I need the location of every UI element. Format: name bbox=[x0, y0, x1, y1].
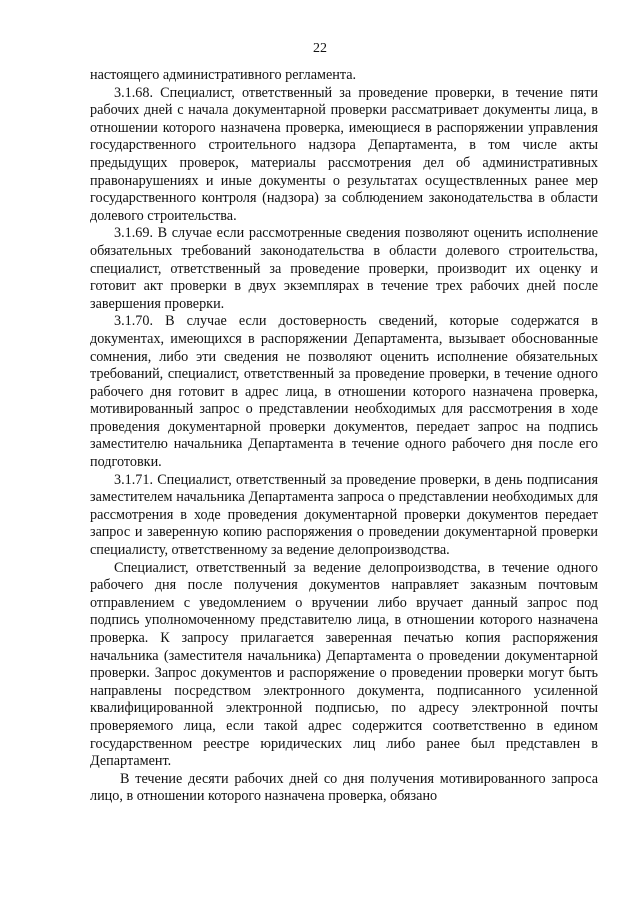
paragraph-records-specialist: Специалист, ответственный за ведение делопроизводства, в течение одного рабочего дня после получения документов направляет заказным почтовым отправлением с уведомлением о вручении либо вручает данный запрос под подпись уполномоченному представителю лица, в отношении которого назначена проверка. К запросу прилагается заверенная печатью копия распоряжения начальника (заместителя начальника) Департамента о проведении документарной проверки. Запрос документов и распоряжение о проведении проверки могут быть направлены посредством электронного документа, подписанного усиленной квалифицированной электронной подписью, по адресу электронной почты проверяемого лица, если такой адрес содержится соответственно в едином государственном реестре юридических лиц либо ранее был представлен в Департамент. bbox=[90, 559, 598, 770]
document-body bbox=[90, 67, 598, 806]
page-number: 22 bbox=[313, 41, 327, 56]
paragraph-3-1-71: 3.1.71. Специалист, ответственный за проведение проверки, в день подписания заместителем начальника Департамента запроса о представлении необходимых для рассмотрения в ходе проведения документарной проверки документов передает запрос и заверенную копию распоряжения о проведении документарной проверки специалисту, ответственному за ведение делопроизводства. bbox=[90, 471, 598, 559]
paragraph-3-1-68: 3.1.68. Специалист, ответственный за проведение проверки, в течение пяти рабочих дней с начала документарной проверки рассматривает документы лица, в отношении которого назначена проверка, имеющиеся в распоряжении управления государственного строительного надзора Департамента, в том числе акты предыдущих проверок, материалы рассмотрения дел об административных правонарушениях и иные документы о результатах осуществленных ранее мер государственного контроля (надзора) за соблюдением законодательства в области долевого строительства. bbox=[90, 84, 598, 224]
paragraph-ten-days: В течение десяти рабочих дней со дня получения мотивированного запроса лицо, в отношении которого назначена проверка, обязано bbox=[90, 770, 598, 805]
paragraph-3-1-70: 3.1.70. В случае если достоверность сведений, которые содержатся в документах, имеющихся в распоряжении Департамента, вызывает обоснованные сомнения, либо эти сведения не позволяют оценить исполнение обязательных требований, специалист, ответственный за проведение проверки, в течение одного рабочего дня готовит в адрес лица, в отношении которого назначена проверка, мотивированный запрос о представлении необходимых для рассмотрения в ходе проведения документарной проверки документов, передает запрос на подпись заместителю начальника Департамента в течение одного рабочего дня после его подготовки. bbox=[90, 313, 598, 471]
paragraph-continuation: настоящего административного регламента. bbox=[90, 67, 357, 83]
paragraph-3-1-69: 3.1.69. В случае если рассмотренные сведения позволяют оценить исполнение обязательных требований законодательства в области долевого строительства, специалист, ответственный за проведение проверки, производит их оценку и готовит акт проверки в двух экземплярах в течение трех рабочих дней после завершения проверки. bbox=[90, 225, 598, 312]
